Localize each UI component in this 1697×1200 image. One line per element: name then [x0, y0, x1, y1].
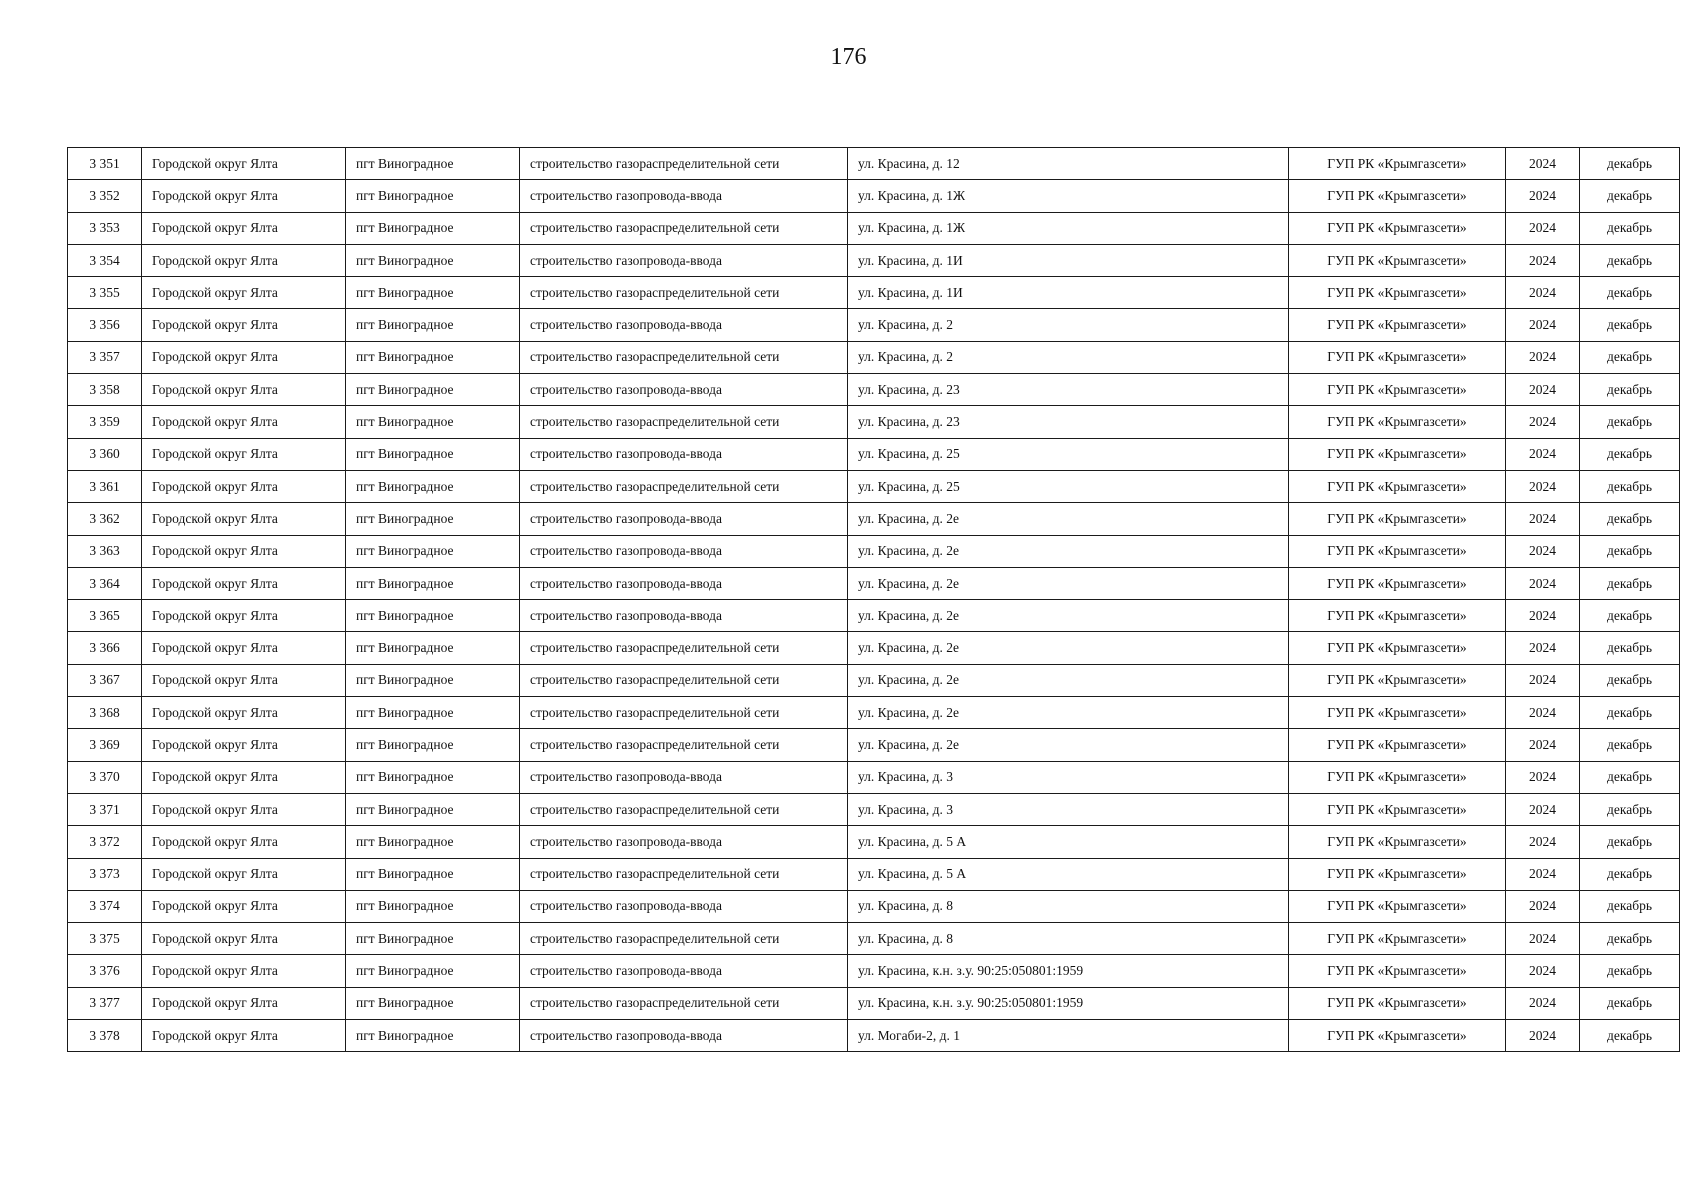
year-cell: 2024 [1506, 1020, 1580, 1052]
table-row [68, 664, 1680, 696]
work-type-cell: строительство газопровода-ввода [520, 567, 848, 599]
organization-cell: ГУП РК «Крымгазсети» [1289, 535, 1506, 567]
district-cell: Городской округ Ялта [142, 987, 346, 1019]
work-type-cell: строительство газораспределительной сети [520, 729, 848, 761]
district-cell: Городской округ Ялта [142, 535, 346, 567]
address-cell: ул. Красина, д. 25 [848, 470, 1289, 502]
organization-cell: ГУП РК «Крымгазсети» [1289, 309, 1506, 341]
address-cell: ул. Красина, д. 2е [848, 632, 1289, 664]
table-row [68, 148, 1680, 180]
organization-cell: ГУП РК «Крымгазсети» [1289, 664, 1506, 696]
work-type-cell: строительство газораспределительной сети [520, 470, 848, 502]
year-cell: 2024 [1506, 148, 1580, 180]
row-number: 3 369 [68, 729, 142, 761]
row-number: 3 366 [68, 632, 142, 664]
gasification-table [67, 147, 1680, 1052]
address-cell: ул. Красина, д. 2е [848, 535, 1289, 567]
year-cell: 2024 [1506, 535, 1580, 567]
year-cell: 2024 [1506, 277, 1580, 309]
settlement-cell: пгт Виноградное [346, 600, 520, 632]
settlement-cell: пгт Виноградное [346, 567, 520, 599]
district-cell: Городской округ Ялта [142, 309, 346, 341]
row-number: 3 362 [68, 503, 142, 535]
month-cell: декабрь [1580, 987, 1680, 1019]
work-type-cell: строительство газопровода-ввода [520, 244, 848, 276]
table-row [68, 341, 1680, 373]
work-type-cell: строительство газопровода-ввода [520, 600, 848, 632]
district-cell: Городской округ Ялта [142, 1020, 346, 1052]
district-cell: Городской округ Ялта [142, 697, 346, 729]
district-cell: Городской округ Ялта [142, 470, 346, 502]
settlement-cell: пгт Виноградное [346, 341, 520, 373]
district-cell: Городской округ Ялта [142, 890, 346, 922]
year-cell: 2024 [1506, 600, 1580, 632]
work-type-cell: строительство газопровода-ввода [520, 309, 848, 341]
settlement-cell: пгт Виноградное [346, 664, 520, 696]
row-number: 3 367 [68, 664, 142, 696]
address-cell: ул. Красина, д. 1И [848, 244, 1289, 276]
year-cell: 2024 [1506, 793, 1580, 825]
year-cell: 2024 [1506, 858, 1580, 890]
district-cell: Городской округ Ялта [142, 212, 346, 244]
address-cell: ул. Красина, д. 23 [848, 406, 1289, 438]
organization-cell: ГУП РК «Крымгазсети» [1289, 890, 1506, 922]
month-cell: декабрь [1580, 826, 1680, 858]
row-number: 3 376 [68, 955, 142, 987]
organization-cell: ГУП РК «Крымгазсети» [1289, 503, 1506, 535]
district-cell: Городской округ Ялта [142, 793, 346, 825]
row-number: 3 357 [68, 341, 142, 373]
settlement-cell: пгт Виноградное [346, 826, 520, 858]
address-cell: ул. Красина, д. 2 [848, 309, 1289, 341]
table-row [68, 923, 1680, 955]
organization-cell: ГУП РК «Крымгазсети» [1289, 1020, 1506, 1052]
row-number: 3 365 [68, 600, 142, 632]
row-number: 3 368 [68, 697, 142, 729]
address-cell: ул. Красина, д. 2е [848, 664, 1289, 696]
row-number: 3 361 [68, 470, 142, 502]
district-cell: Городской округ Ялта [142, 180, 346, 212]
district-cell: Городской округ Ялта [142, 374, 346, 406]
settlement-cell: пгт Виноградное [346, 761, 520, 793]
district-cell: Городской округ Ялта [142, 826, 346, 858]
organization-cell: ГУП РК «Крымгазсети» [1289, 180, 1506, 212]
settlement-cell: пгт Виноградное [346, 632, 520, 664]
table-row [68, 955, 1680, 987]
district-cell: Городской округ Ялта [142, 567, 346, 599]
district-cell: Городской округ Ялта [142, 277, 346, 309]
row-number: 3 359 [68, 406, 142, 438]
address-cell: ул. Красина, д. 2е [848, 503, 1289, 535]
table-row [68, 406, 1680, 438]
address-cell: ул. Красина, д. 2е [848, 567, 1289, 599]
table-body [68, 148, 1680, 1052]
organization-cell: ГУП РК «Крымгазсети» [1289, 793, 1506, 825]
settlement-cell: пгт Виноградное [346, 374, 520, 406]
district-cell: Городской округ Ялта [142, 858, 346, 890]
month-cell: декабрь [1580, 761, 1680, 793]
organization-cell: ГУП РК «Крымгазсети» [1289, 632, 1506, 664]
work-type-cell: строительство газопровода-ввода [520, 890, 848, 922]
page-number: 176 [830, 44, 867, 70]
work-type-cell: строительство газораспределительной сети [520, 697, 848, 729]
work-type-cell: строительство газопровода-ввода [520, 503, 848, 535]
district-cell: Городской округ Ялта [142, 729, 346, 761]
address-cell: ул. Красина, к.н. з.у. 90:25:050801:1959 [848, 987, 1289, 1019]
work-type-cell: строительство газораспределительной сети [520, 341, 848, 373]
month-cell: декабрь [1580, 438, 1680, 470]
month-cell: декабрь [1580, 890, 1680, 922]
district-cell: Городской округ Ялта [142, 955, 346, 987]
settlement-cell: пгт Виноградное [346, 148, 520, 180]
year-cell: 2024 [1506, 374, 1580, 406]
month-cell: декабрь [1580, 406, 1680, 438]
month-cell: декабрь [1580, 632, 1680, 664]
work-type-cell: строительство газораспределительной сети [520, 664, 848, 696]
month-cell: декабрь [1580, 503, 1680, 535]
month-cell: декабрь [1580, 244, 1680, 276]
year-cell: 2024 [1506, 987, 1580, 1019]
district-cell: Городской округ Ялта [142, 923, 346, 955]
organization-cell: ГУП РК «Крымгазсети» [1289, 987, 1506, 1019]
month-cell: декабрь [1580, 341, 1680, 373]
table-row [68, 212, 1680, 244]
district-cell: Городской округ Ялта [142, 632, 346, 664]
table-row [68, 697, 1680, 729]
organization-cell: ГУП РК «Крымгазсети» [1289, 406, 1506, 438]
year-cell: 2024 [1506, 567, 1580, 599]
month-cell: декабрь [1580, 470, 1680, 502]
organization-cell: ГУП РК «Крымгазсети» [1289, 567, 1506, 599]
organization-cell: ГУП РК «Крымгазсети» [1289, 277, 1506, 309]
address-cell: ул. Красина, д. 3 [848, 793, 1289, 825]
row-number: 3 364 [68, 567, 142, 599]
settlement-cell: пгт Виноградное [346, 1020, 520, 1052]
row-number: 3 363 [68, 535, 142, 567]
table-row [68, 180, 1680, 212]
address-cell: ул. Красина, д. 1Ж [848, 180, 1289, 212]
year-cell: 2024 [1506, 309, 1580, 341]
year-cell: 2024 [1506, 923, 1580, 955]
work-type-cell: строительство газораспределительной сети [520, 212, 848, 244]
settlement-cell: пгт Виноградное [346, 729, 520, 761]
settlement-cell: пгт Виноградное [346, 309, 520, 341]
work-type-cell: строительство газопровода-ввода [520, 438, 848, 470]
district-cell: Городской округ Ялта [142, 341, 346, 373]
year-cell: 2024 [1506, 664, 1580, 696]
settlement-cell: пгт Виноградное [346, 858, 520, 890]
year-cell: 2024 [1506, 212, 1580, 244]
organization-cell: ГУП РК «Крымгазсети» [1289, 438, 1506, 470]
settlement-cell: пгт Виноградное [346, 503, 520, 535]
settlement-cell: пгт Виноградное [346, 697, 520, 729]
year-cell: 2024 [1506, 503, 1580, 535]
year-cell: 2024 [1506, 955, 1580, 987]
organization-cell: ГУП РК «Крымгазсети» [1289, 923, 1506, 955]
organization-cell: ГУП РК «Крымгазсети» [1289, 244, 1506, 276]
table-row [68, 600, 1680, 632]
table-row [68, 535, 1680, 567]
row-number: 3 355 [68, 277, 142, 309]
year-cell: 2024 [1506, 890, 1580, 922]
table-row [68, 309, 1680, 341]
address-cell: ул. Красина, д. 2е [848, 729, 1289, 761]
row-number: 3 375 [68, 923, 142, 955]
year-cell: 2024 [1506, 244, 1580, 276]
month-cell: декабрь [1580, 277, 1680, 309]
month-cell: декабрь [1580, 567, 1680, 599]
table-row [68, 470, 1680, 502]
table-row [68, 987, 1680, 1019]
month-cell: декабрь [1580, 664, 1680, 696]
district-cell: Городской округ Ялта [142, 503, 346, 535]
row-number: 3 370 [68, 761, 142, 793]
row-number: 3 356 [68, 309, 142, 341]
month-cell: декабрь [1580, 697, 1680, 729]
row-number: 3 353 [68, 212, 142, 244]
table-row [68, 567, 1680, 599]
year-cell: 2024 [1506, 180, 1580, 212]
month-cell: декабрь [1580, 148, 1680, 180]
work-type-cell: строительство газопровода-ввода [520, 1020, 848, 1052]
row-number: 3 360 [68, 438, 142, 470]
organization-cell: ГУП РК «Крымгазсети» [1289, 600, 1506, 632]
address-cell: ул. Красина, д. 5 А [848, 858, 1289, 890]
month-cell: декабрь [1580, 923, 1680, 955]
table-row [68, 793, 1680, 825]
table-row [68, 438, 1680, 470]
address-cell: ул. Красина, д. 2е [848, 600, 1289, 632]
organization-cell: ГУП РК «Крымгазсети» [1289, 761, 1506, 793]
row-number: 3 371 [68, 793, 142, 825]
table-row [68, 858, 1680, 890]
month-cell: декабрь [1580, 180, 1680, 212]
work-type-cell: строительство газораспределительной сети [520, 987, 848, 1019]
year-cell: 2024 [1506, 826, 1580, 858]
address-cell: ул. Красина, д. 3 [848, 761, 1289, 793]
address-cell: ул. Могаби-2, д. 1 [848, 1020, 1289, 1052]
table-row [68, 761, 1680, 793]
work-type-cell: строительство газораспределительной сети [520, 148, 848, 180]
work-type-cell: строительство газораспределительной сети [520, 632, 848, 664]
organization-cell: ГУП РК «Крымгазсети» [1289, 341, 1506, 373]
row-number: 3 372 [68, 826, 142, 858]
settlement-cell: пгт Виноградное [346, 890, 520, 922]
organization-cell: ГУП РК «Крымгазсети» [1289, 148, 1506, 180]
row-number: 3 374 [68, 890, 142, 922]
month-cell: декабрь [1580, 858, 1680, 890]
settlement-cell: пгт Виноградное [346, 244, 520, 276]
settlement-cell: пгт Виноградное [346, 923, 520, 955]
work-type-cell: строительство газопровода-ввода [520, 535, 848, 567]
table-row [68, 826, 1680, 858]
settlement-cell: пгт Виноградное [346, 406, 520, 438]
organization-cell: ГУП РК «Крымгазсети» [1289, 374, 1506, 406]
year-cell: 2024 [1506, 632, 1580, 664]
row-number: 3 354 [68, 244, 142, 276]
settlement-cell: пгт Виноградное [346, 180, 520, 212]
table-row [68, 1020, 1680, 1052]
month-cell: декабрь [1580, 1020, 1680, 1052]
address-cell: ул. Красина, к.н. з.у. 90:25:050801:1959 [848, 955, 1289, 987]
table-row [68, 729, 1680, 761]
settlement-cell: пгт Виноградное [346, 212, 520, 244]
year-cell: 2024 [1506, 406, 1580, 438]
work-type-cell: строительство газопровода-ввода [520, 955, 848, 987]
table-row [68, 374, 1680, 406]
work-type-cell: строительство газораспределительной сети [520, 406, 848, 438]
district-cell: Городской округ Ялта [142, 438, 346, 470]
settlement-cell: пгт Виноградное [346, 470, 520, 502]
month-cell: декабрь [1580, 535, 1680, 567]
month-cell: декабрь [1580, 309, 1680, 341]
organization-cell: ГУП РК «Крымгазсети» [1289, 826, 1506, 858]
organization-cell: ГУП РК «Крымгазсети» [1289, 212, 1506, 244]
settlement-cell: пгт Виноградное [346, 793, 520, 825]
row-number: 3 377 [68, 987, 142, 1019]
month-cell: декабрь [1580, 600, 1680, 632]
year-cell: 2024 [1506, 470, 1580, 502]
work-type-cell: строительство газопровода-ввода [520, 180, 848, 212]
organization-cell: ГУП РК «Крымгазсети» [1289, 729, 1506, 761]
table-row [68, 277, 1680, 309]
row-number: 3 373 [68, 858, 142, 890]
district-cell: Городской округ Ялта [142, 148, 346, 180]
row-number: 3 351 [68, 148, 142, 180]
year-cell: 2024 [1506, 729, 1580, 761]
settlement-cell: пгт Виноградное [346, 535, 520, 567]
table-row [68, 890, 1680, 922]
work-type-cell: строительство газопровода-ввода [520, 374, 848, 406]
work-type-cell: строительство газопровода-ввода [520, 826, 848, 858]
row-number: 3 352 [68, 180, 142, 212]
table-row [68, 632, 1680, 664]
work-type-cell: строительство газораспределительной сети [520, 923, 848, 955]
address-cell: ул. Красина, д. 23 [848, 374, 1289, 406]
month-cell: декабрь [1580, 729, 1680, 761]
address-cell: ул. Красина, д. 5 А [848, 826, 1289, 858]
settlement-cell: пгт Виноградное [346, 955, 520, 987]
year-cell: 2024 [1506, 697, 1580, 729]
organization-cell: ГУП РК «Крымгазсети» [1289, 858, 1506, 890]
work-type-cell: строительство газораспределительной сети [520, 277, 848, 309]
settlement-cell: пгт Виноградное [346, 987, 520, 1019]
address-cell: ул. Красина, д. 1Ж [848, 212, 1289, 244]
work-type-cell: строительство газораспределительной сети [520, 793, 848, 825]
month-cell: декабрь [1580, 374, 1680, 406]
organization-cell: ГУП РК «Крымгазсети» [1289, 955, 1506, 987]
address-cell: ул. Красина, д. 25 [848, 438, 1289, 470]
row-number: 3 378 [68, 1020, 142, 1052]
settlement-cell: пгт Виноградное [346, 277, 520, 309]
month-cell: декабрь [1580, 212, 1680, 244]
year-cell: 2024 [1506, 761, 1580, 793]
address-cell: ул. Красина, д. 12 [848, 148, 1289, 180]
address-cell: ул. Красина, д. 8 [848, 890, 1289, 922]
district-cell: Городской округ Ялта [142, 244, 346, 276]
organization-cell: ГУП РК «Крымгазсети» [1289, 470, 1506, 502]
month-cell: декабрь [1580, 793, 1680, 825]
table-row [68, 503, 1680, 535]
year-cell: 2024 [1506, 438, 1580, 470]
work-type-cell: строительство газораспределительной сети [520, 858, 848, 890]
table-row [68, 244, 1680, 276]
row-number: 3 358 [68, 374, 142, 406]
district-cell: Городской округ Ялта [142, 600, 346, 632]
district-cell: Городской округ Ялта [142, 664, 346, 696]
address-cell: ул. Красина, д. 2е [848, 697, 1289, 729]
work-type-cell: строительство газопровода-ввода [520, 761, 848, 793]
organization-cell: ГУП РК «Крымгазсети» [1289, 697, 1506, 729]
month-cell: декабрь [1580, 955, 1680, 987]
settlement-cell: пгт Виноградное [346, 438, 520, 470]
address-cell: ул. Красина, д. 8 [848, 923, 1289, 955]
district-cell: Городской округ Ялта [142, 761, 346, 793]
year-cell: 2024 [1506, 341, 1580, 373]
district-cell: Городской округ Ялта [142, 406, 346, 438]
address-cell: ул. Красина, д. 1И [848, 277, 1289, 309]
address-cell: ул. Красина, д. 2 [848, 341, 1289, 373]
